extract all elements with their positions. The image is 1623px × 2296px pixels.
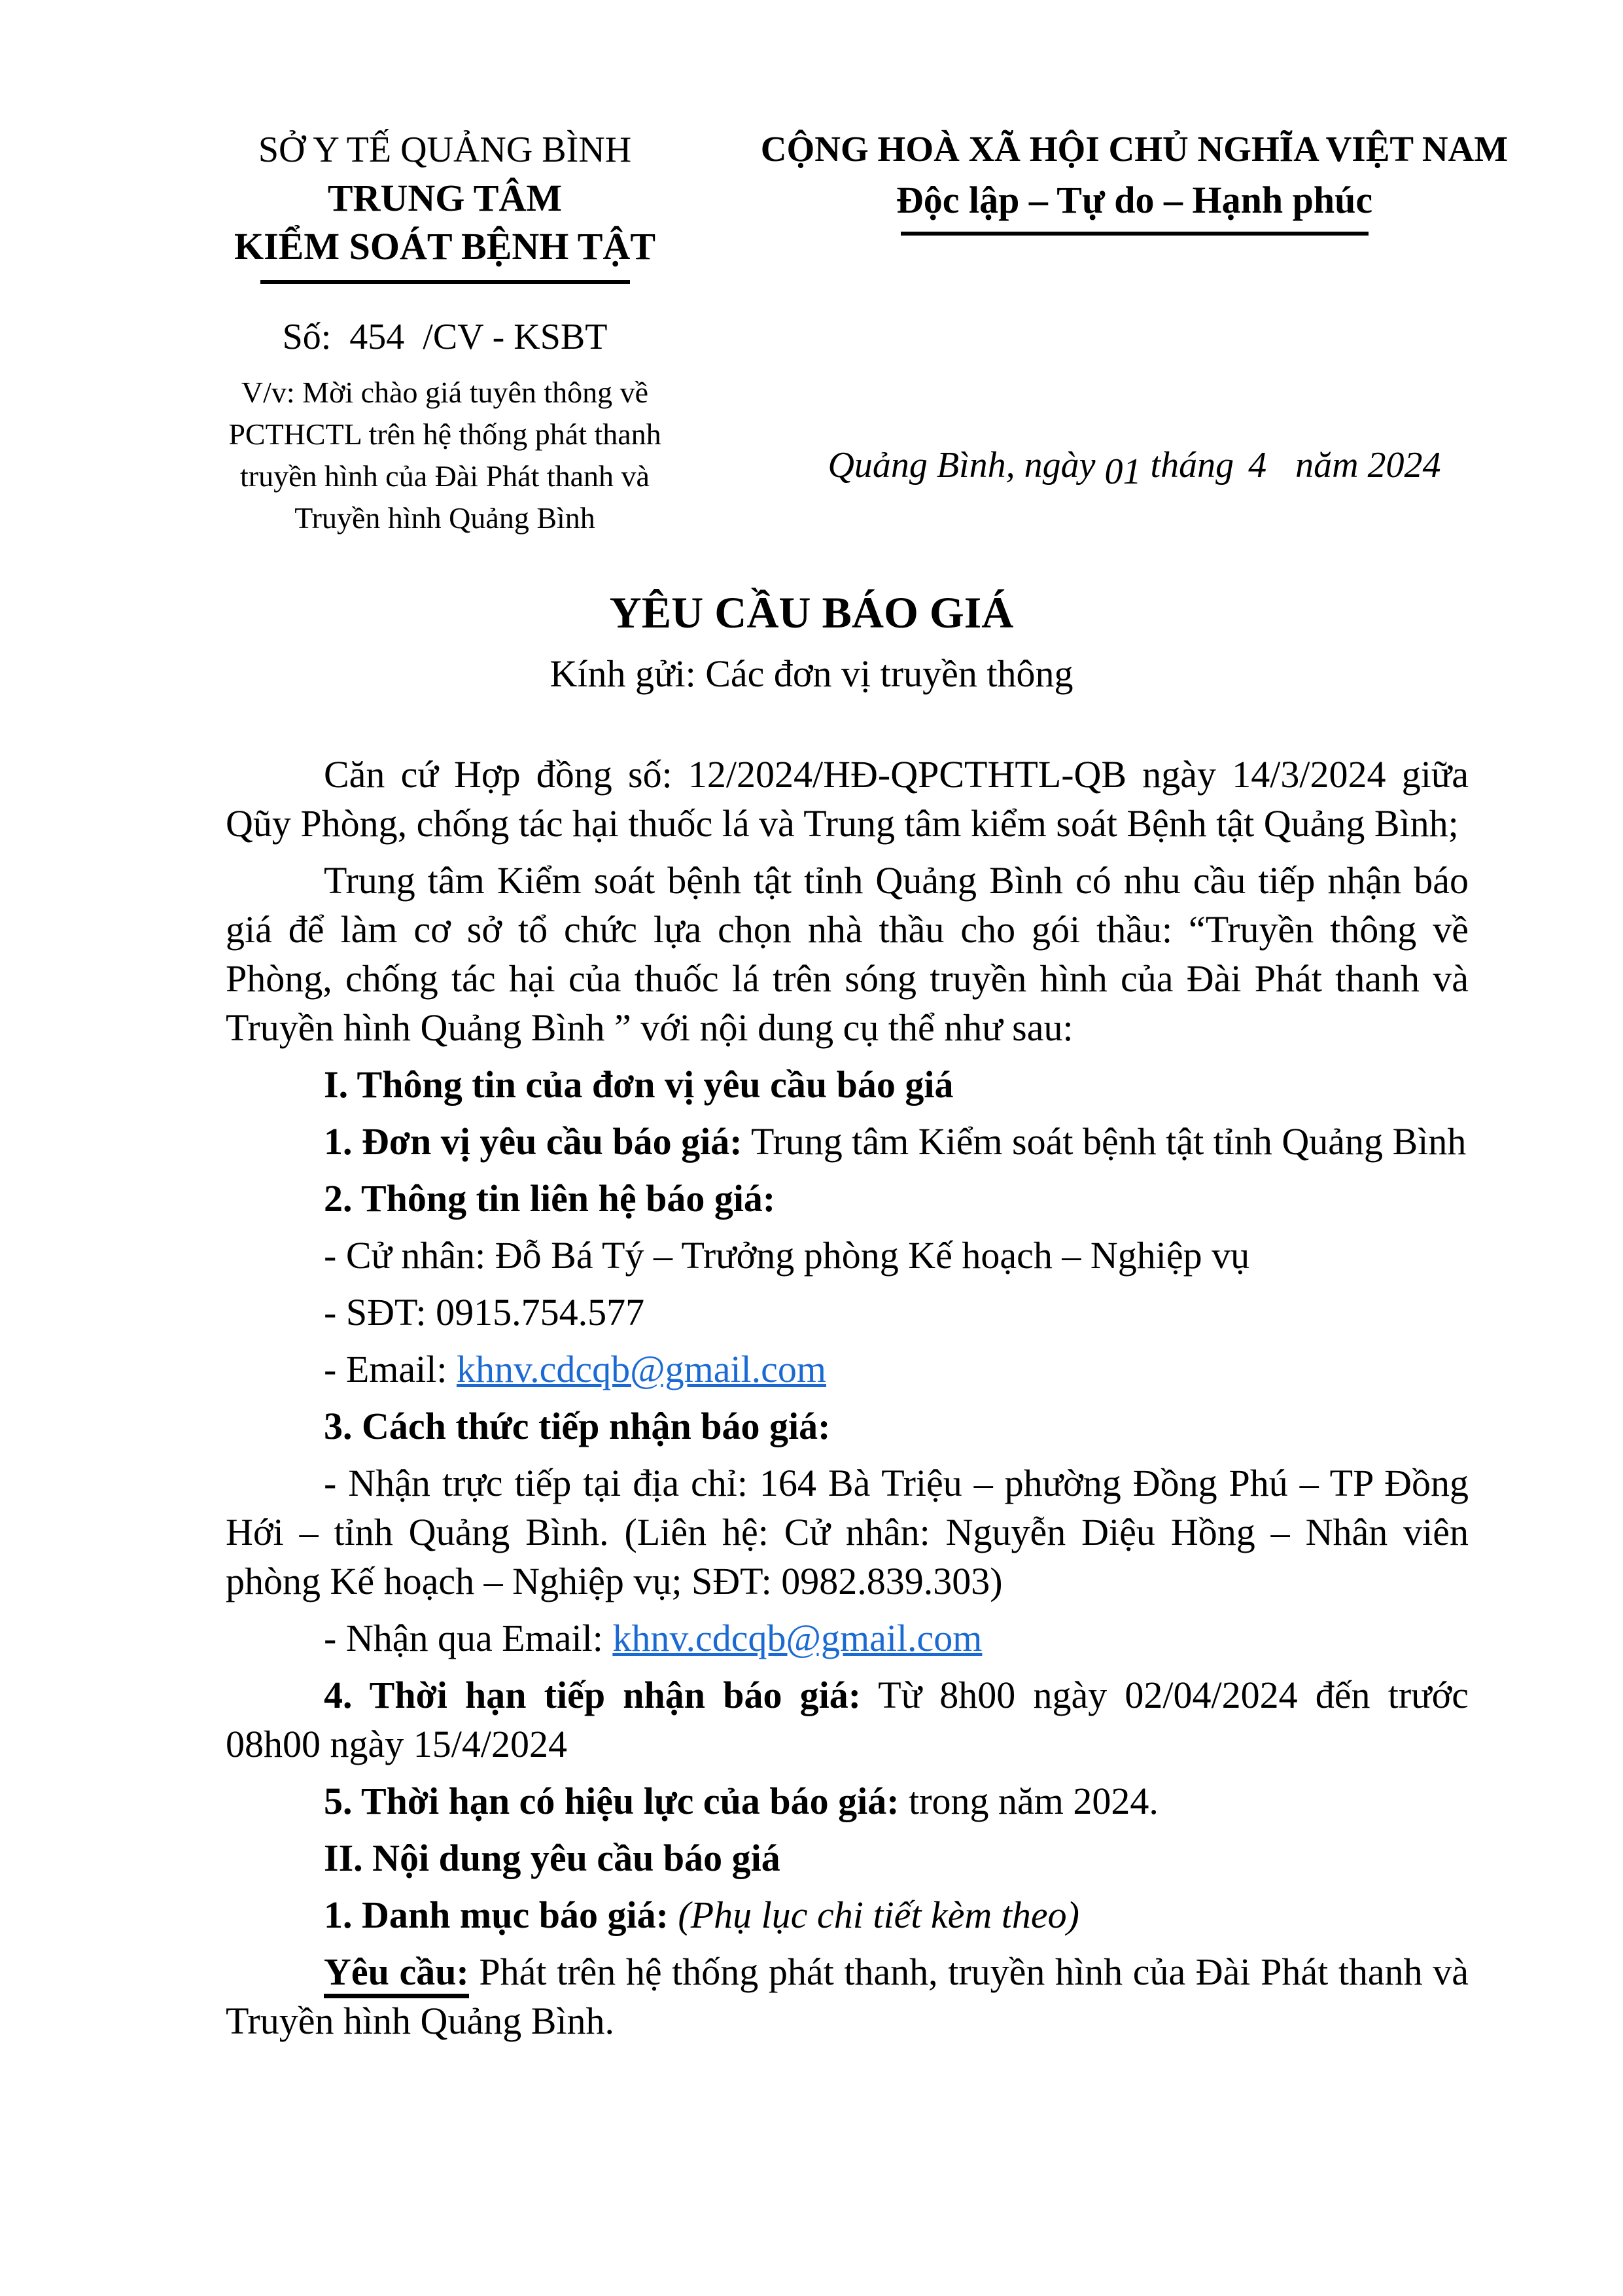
item-2-heading: 2. Thông tin liên hệ báo giá: [324,1177,776,1220]
contact-email-line [226,1345,1469,1394]
receive-email-label: - Nhận qua Email: [324,1617,613,1659]
contact-phone-line: - SĐT: 0915.754.577 [324,1291,645,1333]
dateline-thang: tháng [1150,445,1234,486]
document-number-suffix: /CV - KSBT [423,317,608,357]
document-body [226,750,1469,2053]
org-name-line1: TRUNG TÂM [327,177,563,219]
contact-email-link[interactable]: khnv.cdcqb@gmail.com [456,1348,827,1390]
receive-email-link[interactable]: khnv.cdcqb@gmail.com [612,1617,983,1659]
motto-divider-line [901,232,1369,236]
requirement-line [226,1947,1469,2045]
item-5-validity [226,1776,1469,1826]
subject-line: PCTHCTL trên hệ thống phát thanh [228,417,661,451]
item-1-label: 1. Đơn vị yêu cầu báo giá: [324,1120,742,1163]
contact-email-label: - Email: [324,1348,457,1390]
parent-org-name: SỞ Y TẾ QUẢNG BÌNH [258,130,632,170]
org-name-line2: KIỂM SOÁT BỆNH TẬT [234,225,656,268]
document-number-label: Số: [282,317,332,357]
national-header-block [725,126,1544,492]
subject-line: V/v: Mời chào giá tuyên thông về [241,376,649,409]
issuer-divider-line [260,280,630,284]
item-5-label: 5. Thời hạn có hiệu lực của báo giá: [324,1780,899,1822]
paragraph-legal-basis: Căn cứ Hợp đồng số: 12/2024/HĐ-QPCTHTL-QB ngày 14/3/2024 giữa Qũy Phòng, chống tác hại thuốc lá và Trung tâm kiểm soát Bệnh tật Quảng Bình; [226,753,1469,845]
quote-list-label: 1. Danh mục báo giá: [324,1894,678,1936]
dateline-day: 01 [1104,451,1142,492]
requirement-value: Phát trên hệ thống phát thanh, truyền hình của Đài Phát thanh và Truyền hình Quảng Bình. [226,1951,1469,2042]
receive-direct-line: - Nhận trực tiếp tại địa chỉ: 164 Bà Triệu – phường Đồng Phú – TP Đồng Hới – tỉnh Quảng Bình. (Liên hệ: Cử nhân: Nguyễn Diệu Hồng – Nhân viên phòng Kế hoạch – Nghiệp vụ; SĐT: 0982.839.303) [226,1462,1469,1602]
salutation-line: Kính gửi: Các đơn vị truyền thông [550,652,1073,695]
item-4-deadline [226,1670,1469,1769]
subject-line: Truyền hình Quảng Bình [294,501,595,535]
item-1-value: Trung tâm Kiểm soát bệnh tật tỉnh Quảng Bình [742,1120,1467,1163]
section-1-heading: I. Thông tin của đơn vị yêu cầu báo giá [324,1063,954,1106]
item-1-requesting-unit [226,1117,1469,1166]
contact-person-line: - Cử nhân: Đỗ Bá Tý – Trưởng phòng Kế hoạch – Nghiệp vụ [324,1234,1250,1277]
subject-line: truyền hình của Đài Phát thanh và [240,459,650,493]
national-motto: Độc lập – Tự do – Hạnh phúc [896,179,1373,221]
item-5-value: trong năm 2024. [899,1780,1159,1822]
document-number [156,313,734,361]
document-number-value: 454 [349,317,405,357]
dateline-year: năm 2024 [1295,445,1441,486]
section-2-heading: II. Nội dung yêu cầu báo giá [324,1837,780,1879]
receive-email-line [226,1614,1469,1663]
item-4-value: Từ 8h00 ngày 02/04/2024 đến trước 08h00 ngày 15/4/2024 [226,1674,1469,1765]
requirement-label: Yêu cầu: [324,1951,469,1998]
quote-list-line [226,1890,1469,1939]
dateline-month: 4 [1248,445,1267,486]
quote-list-note: (Phụ lục chi tiết kèm theo) [678,1894,1079,1936]
paragraph-intro: Trung tâm Kiểm soát bệnh tật tỉnh Quảng Bình có nhu cầu tiếp nhận báo giá để làm cơ sở tổ chức lựa chọn nhà thầu cho gói thầu: “Truyền thông về Phòng, chống tác hại của thuốc lá trên sóng truyền hình của Đài Phát thanh và Truyền hình Quảng Bình ” với nội dung cụ thể như sau: [226,859,1469,1049]
item-4-label: 4. Thời hạn tiếp nhận báo giá: [324,1674,862,1716]
document-title: YÊU CẦU BÁO GIÁ [609,588,1014,637]
document-subject [156,372,734,539]
issuer-block [156,126,734,539]
item-3-heading: 3. Cách thức tiếp nhận báo giá: [324,1405,831,1447]
country-name: CỘNG HOÀ XÃ HỘI CHỦ NGHĨA VIỆT NAM [760,129,1509,169]
dateline-prefix: Quảng Bình, ngày [828,445,1096,486]
place-date-line [725,442,1544,492]
